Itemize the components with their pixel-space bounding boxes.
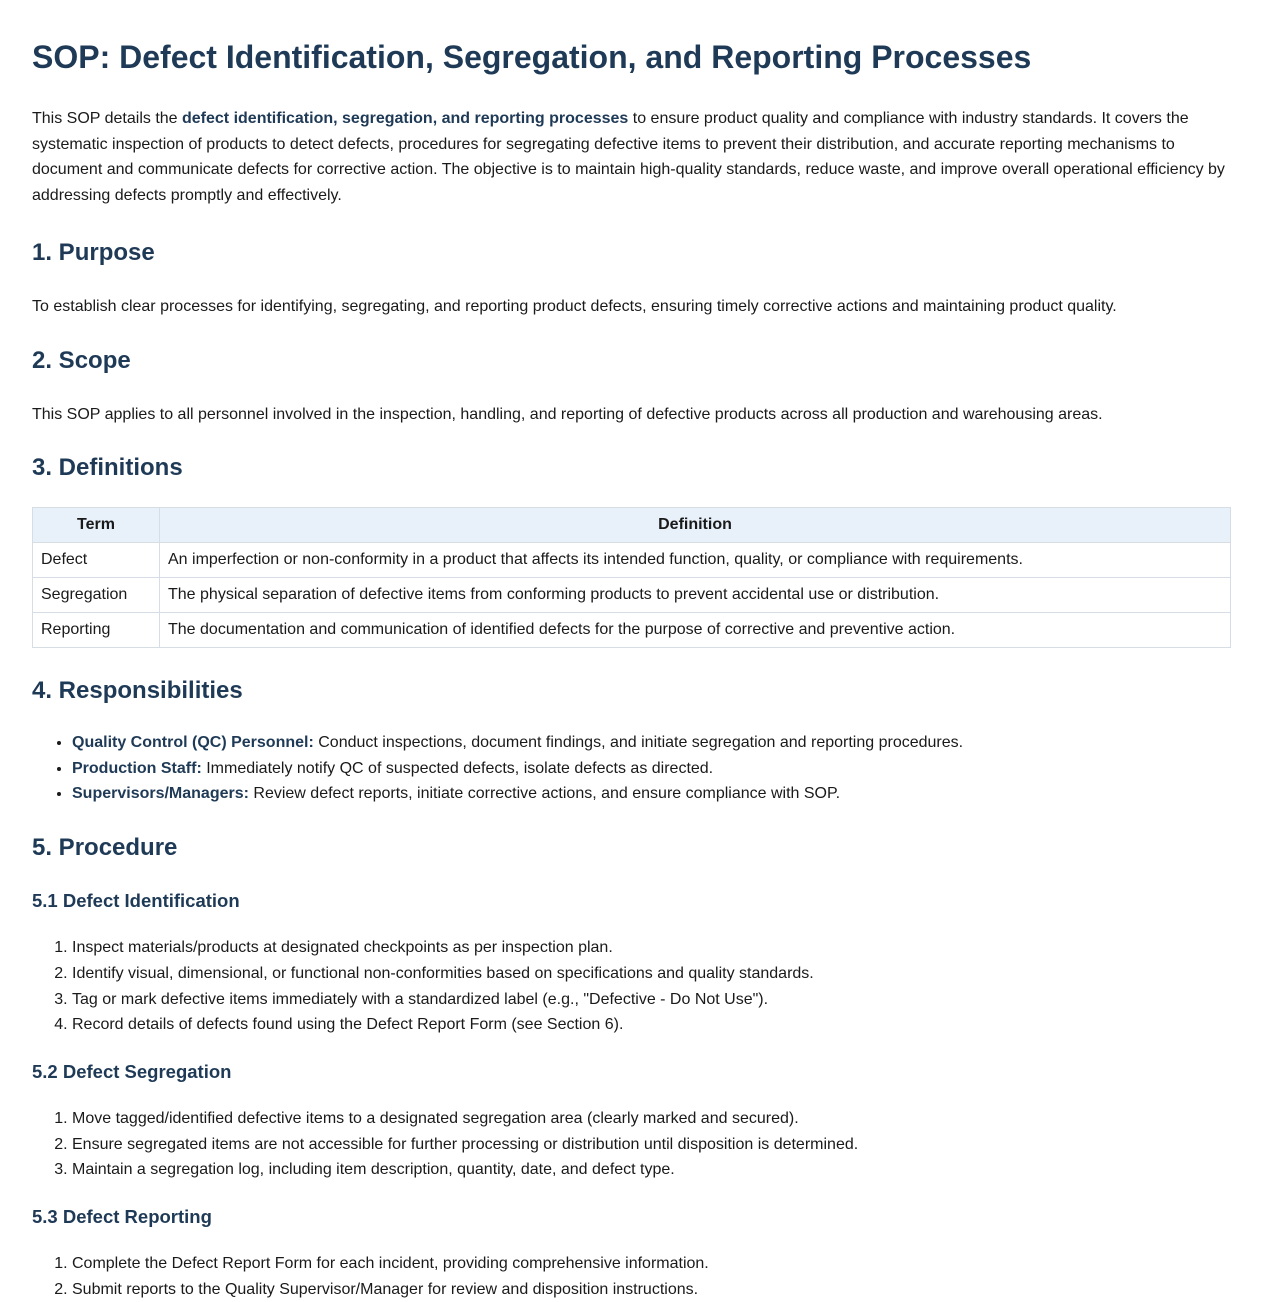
role-label: Production Staff: (72, 759, 202, 777)
definition-cell: An imperfection or non-conformity in a product that affects its intended function, quality, or compliance with requirements. (160, 543, 1231, 578)
role-description: Conduct inspections, document findings, and initiate segregation and reporting procedures. (313, 734, 964, 751)
responsibilities-list (32, 730, 1231, 807)
list-item: 1. Complete the Defect Report Form for each incident, providing comprehensive information. (72, 1251, 1231, 1277)
definitions-table (32, 507, 1231, 648)
identification-heading: 5.1 Defect Identification (32, 890, 240, 912)
table-row (33, 578, 1231, 613)
table-row (33, 613, 1231, 648)
role-label: Supervisors/Managers: (72, 785, 249, 803)
list-item: 4. Record details of defects found using the Defect Report Form (see Section 6). (72, 1012, 1231, 1038)
list-item: 3. Maintain a segregation log, including item description, quantity, date, and defect type. (72, 1157, 1231, 1183)
list-item: 1. Move tagged/identified defective items to a designated segregation area (clearly marked and secured). (72, 1106, 1231, 1132)
table-row (33, 543, 1231, 578)
purpose-heading: 1. Purpose (32, 239, 155, 266)
intro-paragraph (32, 106, 1231, 208)
role-description: Review defect reports, initiate corrective actions, and ensure compliance with SOP. (248, 785, 841, 803)
table-header-row (33, 508, 1231, 543)
list-item (72, 730, 1231, 756)
definition-cell: The physical separation of defective items from conforming products to prevent accidental use or distribution. (160, 578, 1231, 613)
intro-prefix: This SOP details the (32, 110, 182, 127)
procedure-heading: 5. Procedure (32, 834, 178, 862)
list-item: 2. Submit reports to the Quality Supervisor/Manager for review and disposition instructions. (72, 1277, 1231, 1302)
list-item: 2. Identify visual, dimensional, or functional non-conformities based on specifications and quality standards. (72, 961, 1231, 987)
term-cell: Segregation (33, 578, 160, 613)
column-header-term: Term (33, 508, 160, 543)
purpose-text: To establish clear processes for identifying, segregating, and reporting product defects, ensuring timely corrective actions and maintaining product quality. (32, 298, 1117, 315)
definition-cell: The documentation and communication of identified defects for the purpose of corrective and preventive action. (160, 613, 1231, 648)
responsibilities-heading: 4. Responsibilities (32, 677, 243, 704)
list-item (72, 756, 1231, 782)
intro-highlight: defect identification, segregation, and reporting processes (182, 110, 629, 127)
term-cell: Defect (33, 543, 160, 578)
reporting-heading: 5.3 Defect Reporting (32, 1206, 212, 1228)
column-header-definition: Definition (160, 508, 1231, 543)
list-item: 1. Inspect materials/products at designated checkpoints as per inspection plan. (72, 935, 1231, 961)
segregation-heading: 5.2 Defect Segregation (32, 1060, 232, 1082)
segregation-steps (32, 1106, 1231, 1183)
page-title: SOP: Defect Identification, Segregation, and Reporting Processes (32, 39, 1032, 75)
role-label: Quality Control (QC) Personnel: (72, 734, 314, 751)
list-item (72, 781, 1231, 807)
scope-text: This SOP applies to all personnel involved in the inspection, handling, and reporting of defective products across all production and warehousing areas. (32, 405, 1103, 423)
role-description: Immediately notify QC of suspected defects, isolate defects as directed. (201, 759, 714, 777)
definitions-heading: 3. Definitions (32, 454, 183, 481)
list-item: 2. Ensure segregated items are not accessible for further processing or distribution until disposition is determined. (72, 1132, 1231, 1158)
reporting-steps (32, 1251, 1231, 1302)
list-item: 3. Tag or mark defective items immediately with a standardized label (e.g., "Defective - Do Not Use"). (72, 987, 1231, 1013)
intro-suffix: to ensure product quality and compliance with industry standards. It covers the systematic inspection of products to detect defects, procedures for segregating defective items to prevent their distribution, and accurate reporting mechanisms to document and communicate defects for corrective action. The objective is to maintain high-quality standards, reduce waste, and improve overall operational efficiency by addressing defects promptly and effectively. (32, 110, 1225, 204)
term-cell: Reporting (33, 613, 160, 648)
scope-heading: 2. Scope (32, 346, 131, 374)
identification-steps (32, 935, 1231, 1038)
